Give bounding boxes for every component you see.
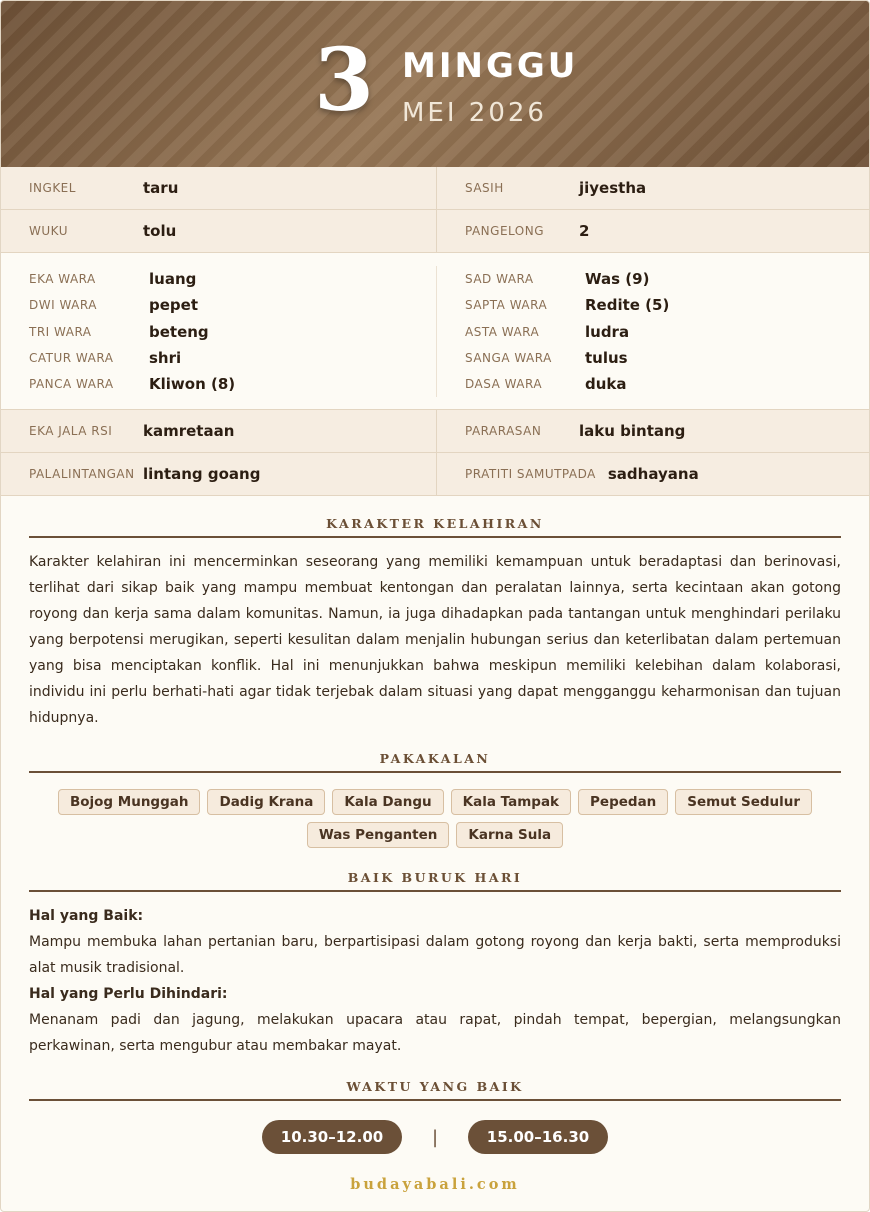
time-slot-list	[1, 1120, 869, 1154]
info-cell-pratiti-samutpada	[436, 453, 870, 495]
info-label: PALALINTANGAN	[29, 467, 135, 482]
wara-row	[29, 266, 436, 292]
wara-label: SAPTA WARA	[465, 298, 548, 313]
good-text: Mampu membuka lahan pertanian baru, berpartisipasi dalam gotong royong dan kerja bakti, serta memproduksi alat musik tradisional.	[29, 934, 841, 977]
avoid-text: Menanam padi dan jagung, melakukan upacara atau rapat, pindah tempat, bepergian, melangsungkan perkawinan, serta mengubur atau membakar mayat.	[29, 1012, 841, 1055]
info-row-wuku-pangelong	[1, 210, 869, 253]
wara-label: CATUR WARA	[29, 351, 114, 366]
good-label: Hal yang Baik:	[29, 908, 144, 925]
section-title-pakakalan: PAKAKALAN	[29, 751, 841, 773]
wara-value: Redite (5)	[585, 296, 670, 315]
info-label: INGKEL	[29, 181, 76, 195]
pakakalan-chip: Bojog Munggah	[58, 789, 201, 815]
info-row-ingkel-sasih	[1, 167, 869, 210]
wara-value: duka	[585, 375, 627, 394]
info-label: PANGELONG	[465, 224, 545, 238]
pakakalan-chip: Karna Sula	[456, 822, 563, 848]
info-label: PARARASAN	[465, 424, 542, 439]
wara-value: luang	[149, 270, 197, 289]
info-label: SASIH	[465, 181, 504, 195]
month-year: MEI 2026	[402, 98, 547, 128]
info-value: lintang goang	[143, 465, 261, 484]
info-cell-eka-jala-rsi	[1, 410, 436, 452]
section-waktu	[1, 1079, 869, 1154]
wara-value: shri	[149, 349, 182, 368]
wara-row	[465, 266, 870, 292]
wara-label: DASA WARA	[465, 377, 543, 392]
wara-label: EKA WARA	[29, 272, 96, 287]
wara-row	[465, 292, 870, 318]
pakakalan-chip: Kala Tampak	[451, 789, 571, 815]
info-row-palalintangan-pratiti	[1, 453, 869, 496]
wara-row	[29, 371, 436, 397]
wara-label: DWI WARA	[29, 298, 97, 313]
info-value: tolu	[143, 222, 177, 240]
pakakalan-chip: Semut Sedulur	[675, 789, 812, 815]
info-value: 2	[579, 222, 590, 240]
info-cell-pararasan	[436, 410, 870, 452]
wara-value: pepet	[149, 296, 198, 315]
info-value: jiyestha	[579, 179, 647, 197]
section-title-baik-buruk: BAIK BURUK HARI	[29, 870, 841, 892]
time-slot-pill: 10.30–12.00	[262, 1120, 402, 1154]
day-name: MINGGU	[402, 46, 579, 86]
info-cell-palalintangan	[1, 453, 436, 495]
wara-label: TRI WARA	[29, 324, 92, 339]
wara-value: tulus	[585, 349, 628, 368]
pakakalan-chip: Was Penganten	[307, 822, 450, 848]
info-label: EKA JALA RSI	[29, 424, 113, 439]
section-baik-buruk	[1, 870, 869, 1059]
wara-label: SANGA WARA	[465, 351, 552, 366]
wara-value: Kliwon (8)	[149, 375, 236, 394]
pakakalan-chip: Pepedan	[578, 789, 668, 815]
wara-grid	[1, 253, 869, 410]
wara-row	[29, 345, 436, 371]
date-header	[1, 1, 869, 167]
info-value: taru	[143, 179, 179, 197]
info-cell-sasih	[436, 167, 870, 209]
wara-column-left	[1, 266, 436, 397]
avoid-label: Hal yang Perlu Dihindari:	[29, 986, 228, 1003]
info-label: PRATITI SAMUTPADA	[465, 467, 596, 482]
footer-site-link[interactable]: budayabali.com	[350, 1176, 520, 1194]
info-row-ekajala-pararasan	[1, 410, 869, 453]
section-title-karakter: KARAKTER KELAHIRAN	[29, 516, 841, 538]
wara-value: Was (9)	[585, 270, 650, 289]
wara-row	[29, 292, 436, 318]
time-separator: |	[431, 1126, 439, 1148]
wara-row	[465, 345, 870, 371]
section-title-waktu: WAKTU YANG BAIK	[29, 1079, 841, 1101]
info-cell-wuku	[1, 210, 436, 252]
wara-label: ASTA WARA	[465, 324, 540, 339]
info-cell-pangelong	[436, 210, 870, 252]
wara-label: SAD WARA	[465, 272, 534, 287]
wara-row	[465, 371, 870, 397]
date-number: 3	[314, 30, 374, 131]
wara-row	[465, 319, 870, 345]
info-cell-ingkel	[1, 167, 436, 209]
info-value: kamretaan	[143, 422, 235, 441]
time-slot-pill: 15.00–16.30	[468, 1120, 608, 1154]
wara-value: ludra	[585, 322, 630, 341]
info-value: laku bintang	[579, 422, 686, 441]
karakter-text: Karakter kelahiran ini mencerminkan seseorang yang memiliki kemampuan untuk beradaptasi dan berinovasi, terlihat dari sikap baik yang mampu membuat kentongan dan peralatan lainnya, serta kecintaan akan gotong royong dan kerja sama dalam komunitas. Namun, ia juga dihadapkan pada tantangan untuk menghindari perilaku yang berpotensi merugikan, seperti kesulitan dalam menjalin hubungan serius dan keterlibatan dalam pertemuan yang bisa menciptakan konflik. Hal ini menunjukkan bahwa meskipun memiliki kelebihan dalam kolaborasi, individu ini perlu berhati-hati agar tidak terjebak dalam situasi yang dapat mengganggu keharmonisan dan tujuan hidupnya.	[29, 554, 841, 727]
wara-label: PANCA WARA	[29, 377, 114, 392]
wara-value: beteng	[149, 322, 209, 341]
info-value: sadhayana	[607, 465, 699, 484]
section-pakakalan	[1, 751, 869, 848]
pakakalan-chip: Dadig Krana	[207, 789, 325, 815]
wara-column-right	[436, 266, 870, 397]
pakakalan-chip-list	[29, 789, 841, 848]
pakakalan-chip: Kala Dangu	[332, 789, 443, 815]
wara-row	[29, 319, 436, 345]
section-karakter	[1, 516, 869, 731]
info-label: WUKU	[29, 224, 68, 238]
